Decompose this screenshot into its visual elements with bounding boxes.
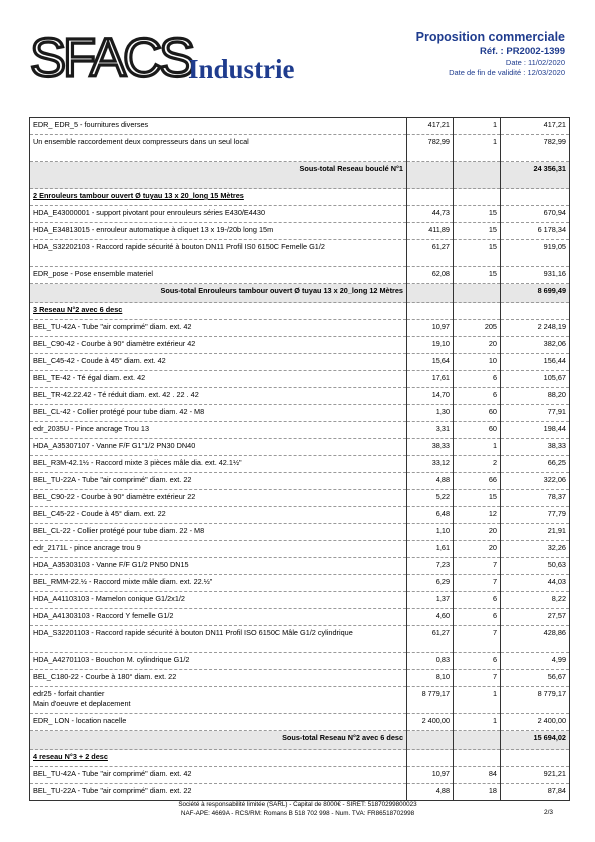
row-description: HDA_A35307107 - Vanne F/F G1"1/2 PN30 DN40 (30, 439, 407, 456)
row-total: 322,06 (501, 473, 570, 490)
row-quantity: 6 (454, 388, 501, 405)
legal-footer (0, 800, 595, 818)
table-row (30, 337, 570, 354)
row-total (501, 750, 570, 767)
row-unit-price: 1,61 (407, 541, 454, 558)
row-total: 919,05 (501, 240, 570, 267)
row-description: HDA_S32202103 - Raccord rapide sécurité à bouton DN11 Profil IS0 6150C Femelle G1/2 (30, 240, 407, 267)
row-description: edr_2035U - Pince ancrage Trou 13 (30, 422, 407, 439)
row-quantity: 1 (454, 439, 501, 456)
row-quantity: 7 (454, 575, 501, 592)
row-total: 105,67 (501, 371, 570, 388)
svg-text:Industrie: Industrie (188, 54, 295, 84)
row-quantity: 84 (454, 767, 501, 784)
table-row (30, 223, 570, 240)
row-total: 782,99 (501, 135, 570, 162)
row-unit-price: 44,73 (407, 206, 454, 223)
row-unit-price: 3,31 (407, 422, 454, 439)
row-total: 77,91 (501, 405, 570, 422)
row-unit-price (407, 731, 454, 750)
row-description: Sous-total Reseau N°2 avec 6 desc (30, 731, 407, 750)
row-total (501, 303, 570, 320)
table-row (30, 767, 570, 784)
row-description: 3 Reseau N°2 avec 6 desc (30, 303, 407, 320)
row-total (501, 189, 570, 206)
row-unit-price (407, 303, 454, 320)
table-row (30, 456, 570, 473)
row-total: 6 178,34 (501, 223, 570, 240)
page-number: 2/3 (543, 809, 553, 816)
row-unit-price: 411,89 (407, 223, 454, 240)
row-description: HDA_A42701103 - Bouchon M. cylindrique G1/2 (30, 653, 407, 670)
row-unit-price: 782,99 (407, 135, 454, 162)
row-total: 88,20 (501, 388, 570, 405)
row-description: BEL_CL-42 - Collier protégé pour tube diam. 42 - M8 (30, 405, 407, 422)
row-total: 931,16 (501, 267, 570, 284)
row-total: 156,44 (501, 354, 570, 371)
row-description: BEL_C45-22 - Coude à 45° diam. ext. 22 (30, 507, 407, 524)
row-total: 2 400,00 (501, 714, 570, 731)
table-row (30, 490, 570, 507)
row-quantity: 15 (454, 490, 501, 507)
row-description: Sous-total Enrouleurs tambour ouvert Ø tuyau 13 x 20_long 12 Mètres (30, 284, 407, 303)
row-quantity: 6 (454, 592, 501, 609)
row-description: HDA_A41103103 - Mamelon conique G1/2x1/2 (30, 592, 407, 609)
row-unit-price: 4,60 (407, 609, 454, 626)
row-description: BEL_TU-42A - Tube "air comprimé" diam. ext. 42 (30, 320, 407, 337)
row-quantity (454, 731, 501, 750)
row-unit-price: 7,23 (407, 558, 454, 575)
row-total: 198,44 (501, 422, 570, 439)
row-description: BEL_C180-22 - Courbe à 180° diam. ext. 22 (30, 670, 407, 687)
row-unit-price: 19,10 (407, 337, 454, 354)
row-total: 38,33 (501, 439, 570, 456)
quote-lines-table (29, 117, 570, 801)
table-row (30, 206, 570, 223)
table-row (30, 541, 570, 558)
row-quantity (454, 189, 501, 206)
table-row (30, 135, 570, 162)
row-description: Sous-total Reseau bouclé N°1 (30, 162, 407, 189)
row-quantity: 6 (454, 653, 501, 670)
row-unit-price: 1,37 (407, 592, 454, 609)
svg-text:SFACS: SFACS (30, 30, 193, 85)
document-reference: Réf. : PR2002-1399 (479, 46, 565, 57)
row-description: BEL_TU-42A - Tube "air comprimé" diam. ext. 42 (30, 767, 407, 784)
row-unit-price (407, 750, 454, 767)
row-quantity: 20 (454, 524, 501, 541)
row-unit-price: 15,64 (407, 354, 454, 371)
table-row (30, 473, 570, 490)
table-row (30, 439, 570, 456)
table-row (30, 687, 570, 714)
row-quantity: 20 (454, 337, 501, 354)
row-unit-price (407, 189, 454, 206)
row-total: 78,37 (501, 490, 570, 507)
document-validity-date: Date de fin de validité : 12/03/2020 (449, 68, 565, 77)
subtotal-row (30, 162, 570, 189)
section-heading-row (30, 303, 570, 320)
row-unit-price: 5,22 (407, 490, 454, 507)
row-unit-price: 17,61 (407, 371, 454, 388)
row-quantity: 7 (454, 670, 501, 687)
row-description: 4 reseau N°3 + 2 desc (30, 750, 407, 767)
table-row (30, 626, 570, 653)
row-total: 15 694,02 (501, 731, 570, 750)
row-quantity: 205 (454, 320, 501, 337)
table-row (30, 507, 570, 524)
row-unit-price: 4,88 (407, 473, 454, 490)
row-unit-price: 2 400,00 (407, 714, 454, 731)
table-row (30, 575, 570, 592)
row-description: BEL_C90-42 - Courbe à 90° diamètre extérieur 42 (30, 337, 407, 354)
row-unit-price: 1,30 (407, 405, 454, 422)
table-row (30, 558, 570, 575)
table-row (30, 653, 570, 670)
row-total: 428,86 (501, 626, 570, 653)
row-total: 382,06 (501, 337, 570, 354)
row-quantity: 60 (454, 405, 501, 422)
row-description: edr_2171L - pince ancrage trou 9 (30, 541, 407, 558)
row-total: 417,21 (501, 118, 570, 135)
table-row (30, 320, 570, 337)
table-row (30, 784, 570, 801)
row-unit-price: 38,33 (407, 439, 454, 456)
row-unit-price: 0,83 (407, 653, 454, 670)
row-description: Un ensemble raccordement deux compresseurs dans un seul local (30, 135, 407, 162)
table-row (30, 354, 570, 371)
row-description: BEL_TU-22A - Tube "air comprimé" diam. ext. 22 (30, 784, 407, 801)
row-unit-price (407, 162, 454, 189)
section-heading-row (30, 750, 570, 767)
row-quantity: 12 (454, 507, 501, 524)
row-unit-price: 33,12 (407, 456, 454, 473)
row-description: BEL_R3M-42.1½ - Raccord mixte 3 pièces mâle dia. ext. 42.1½" (30, 456, 407, 473)
row-description: EDR_pose - Pose ensemble materiel (30, 267, 407, 284)
row-description: BEL_C90-22 - Courbe à 90° diamètre extérieur 22 (30, 490, 407, 507)
section-heading-row (30, 189, 570, 206)
row-description: BEL_CL-22 - Collier protégé pour tube diam. 22 - M8 (30, 524, 407, 541)
row-description: BEL_TU-22A - Tube "air comprimé" diam. ext. 22 (30, 473, 407, 490)
subtotal-row (30, 284, 570, 303)
row-total: 50,63 (501, 558, 570, 575)
row-unit-price: 6,48 (407, 507, 454, 524)
subtotal-row (30, 731, 570, 750)
row-quantity: 15 (454, 223, 501, 240)
row-description: HDA_A35303103 - Vanne F/F G1/2 PN50 DN15 (30, 558, 407, 575)
row-quantity: 7 (454, 558, 501, 575)
footer-company-info: Société à responsabilité limitée (SARL) - Capital de 8000€ - SIRET: 51870299800023 (178, 801, 417, 808)
table-row (30, 240, 570, 267)
table-row (30, 524, 570, 541)
row-description: BEL_TE-42 - Té égal diam. ext. 42 (30, 371, 407, 388)
row-quantity: 18 (454, 784, 501, 801)
row-quantity (454, 162, 501, 189)
table-row (30, 670, 570, 687)
row-quantity: 1 (454, 135, 501, 162)
row-quantity: 7 (454, 626, 501, 653)
row-quantity: 20 (454, 541, 501, 558)
row-total: 8 699,49 (501, 284, 570, 303)
row-description: HDA_E43000001 - support pivotant pour enrouleurs séries E430/E4430 (30, 206, 407, 223)
row-description: HDA_E34813015 - enrouleur automatique à cliquet 13 x 19-/20b long 15m (30, 223, 407, 240)
table-row (30, 371, 570, 388)
row-unit-price: 14,70 (407, 388, 454, 405)
row-total: 27,57 (501, 609, 570, 626)
row-unit-price: 61,27 (407, 240, 454, 267)
row-total: 56,67 (501, 670, 570, 687)
table-row (30, 118, 570, 135)
table-row (30, 609, 570, 626)
row-unit-price: 61,27 (407, 626, 454, 653)
table-row (30, 267, 570, 284)
company-logo (28, 30, 318, 85)
row-description: HDA_A41303103 - Raccord Y femelle G1/2 (30, 609, 407, 626)
row-unit-price: 417,21 (407, 118, 454, 135)
document-date: Date : 11/02/2020 (505, 58, 565, 67)
row-quantity: 1 (454, 687, 501, 714)
row-total: 77,79 (501, 507, 570, 524)
row-description: EDR_ EDR_5 - fournitures diverses (30, 118, 407, 135)
row-description: BEL_TR-42.22.42 - Té réduit diam. ext. 42 . 22 . 42 (30, 388, 407, 405)
row-quantity: 10 (454, 354, 501, 371)
row-quantity (454, 750, 501, 767)
row-description: EDR_ LON - location nacelle (30, 714, 407, 731)
footer-registration-info: NAF-APE: 4669A - RCS/RM: Romans B 518 702 998 - Num. TVA: FR86518702998 (180, 810, 415, 817)
row-total: 2 248,19 (501, 320, 570, 337)
row-unit-price: 4,88 (407, 784, 454, 801)
row-quantity: 1 (454, 714, 501, 731)
row-total: 921,21 (501, 767, 570, 784)
row-total: 670,94 (501, 206, 570, 223)
row-total: 32,26 (501, 541, 570, 558)
row-unit-price: 10,97 (407, 320, 454, 337)
table-row (30, 714, 570, 731)
row-quantity: 2 (454, 456, 501, 473)
row-description: BEL_RMM-22.½ - Raccord mixte mâle diam. ext. 22.½" (30, 575, 407, 592)
row-quantity: 1 (454, 118, 501, 135)
row-total: 21,91 (501, 524, 570, 541)
row-unit-price: 62,08 (407, 267, 454, 284)
row-description: BEL_C45-42 - Coude à 45° diam. ext. 42 (30, 354, 407, 371)
row-unit-price: 6,29 (407, 575, 454, 592)
row-total: 4,99 (501, 653, 570, 670)
table-row (30, 592, 570, 609)
row-unit-price (407, 284, 454, 303)
row-quantity (454, 303, 501, 320)
row-total: 8,22 (501, 592, 570, 609)
document-header (416, 30, 565, 78)
row-total: 66,25 (501, 456, 570, 473)
row-total: 44,03 (501, 575, 570, 592)
row-quantity: 15 (454, 206, 501, 223)
row-description: edr25 - forfait chantier Main d'oeuvre et deplacement (30, 687, 407, 714)
table-row (30, 388, 570, 405)
row-quantity (454, 284, 501, 303)
row-total: 87,84 (501, 784, 570, 801)
row-quantity: 66 (454, 473, 501, 490)
row-quantity: 60 (454, 422, 501, 439)
row-description: 2 Enrouleurs tambour ouvert Ø tuyau 13 x 20_long 15 Mètres (30, 189, 407, 206)
row-quantity: 6 (454, 371, 501, 388)
table-row (30, 422, 570, 439)
row-total: 8 779,17 (501, 687, 570, 714)
document-title: Proposition commerciale (415, 30, 565, 44)
table-row (30, 405, 570, 422)
row-quantity: 15 (454, 267, 501, 284)
row-total: 24 356,31 (501, 162, 570, 189)
row-unit-price: 8,10 (407, 670, 454, 687)
row-quantity: 6 (454, 609, 501, 626)
row-unit-price: 10,97 (407, 767, 454, 784)
row-unit-price: 8 779,17 (407, 687, 454, 714)
row-description: HDA_S32201103 - Raccord rapide sécurité à bouton DN11 Profil ISO 6150C Mâle G1/2 cylindrique (30, 626, 407, 653)
row-unit-price: 1,10 (407, 524, 454, 541)
row-quantity: 15 (454, 240, 501, 267)
